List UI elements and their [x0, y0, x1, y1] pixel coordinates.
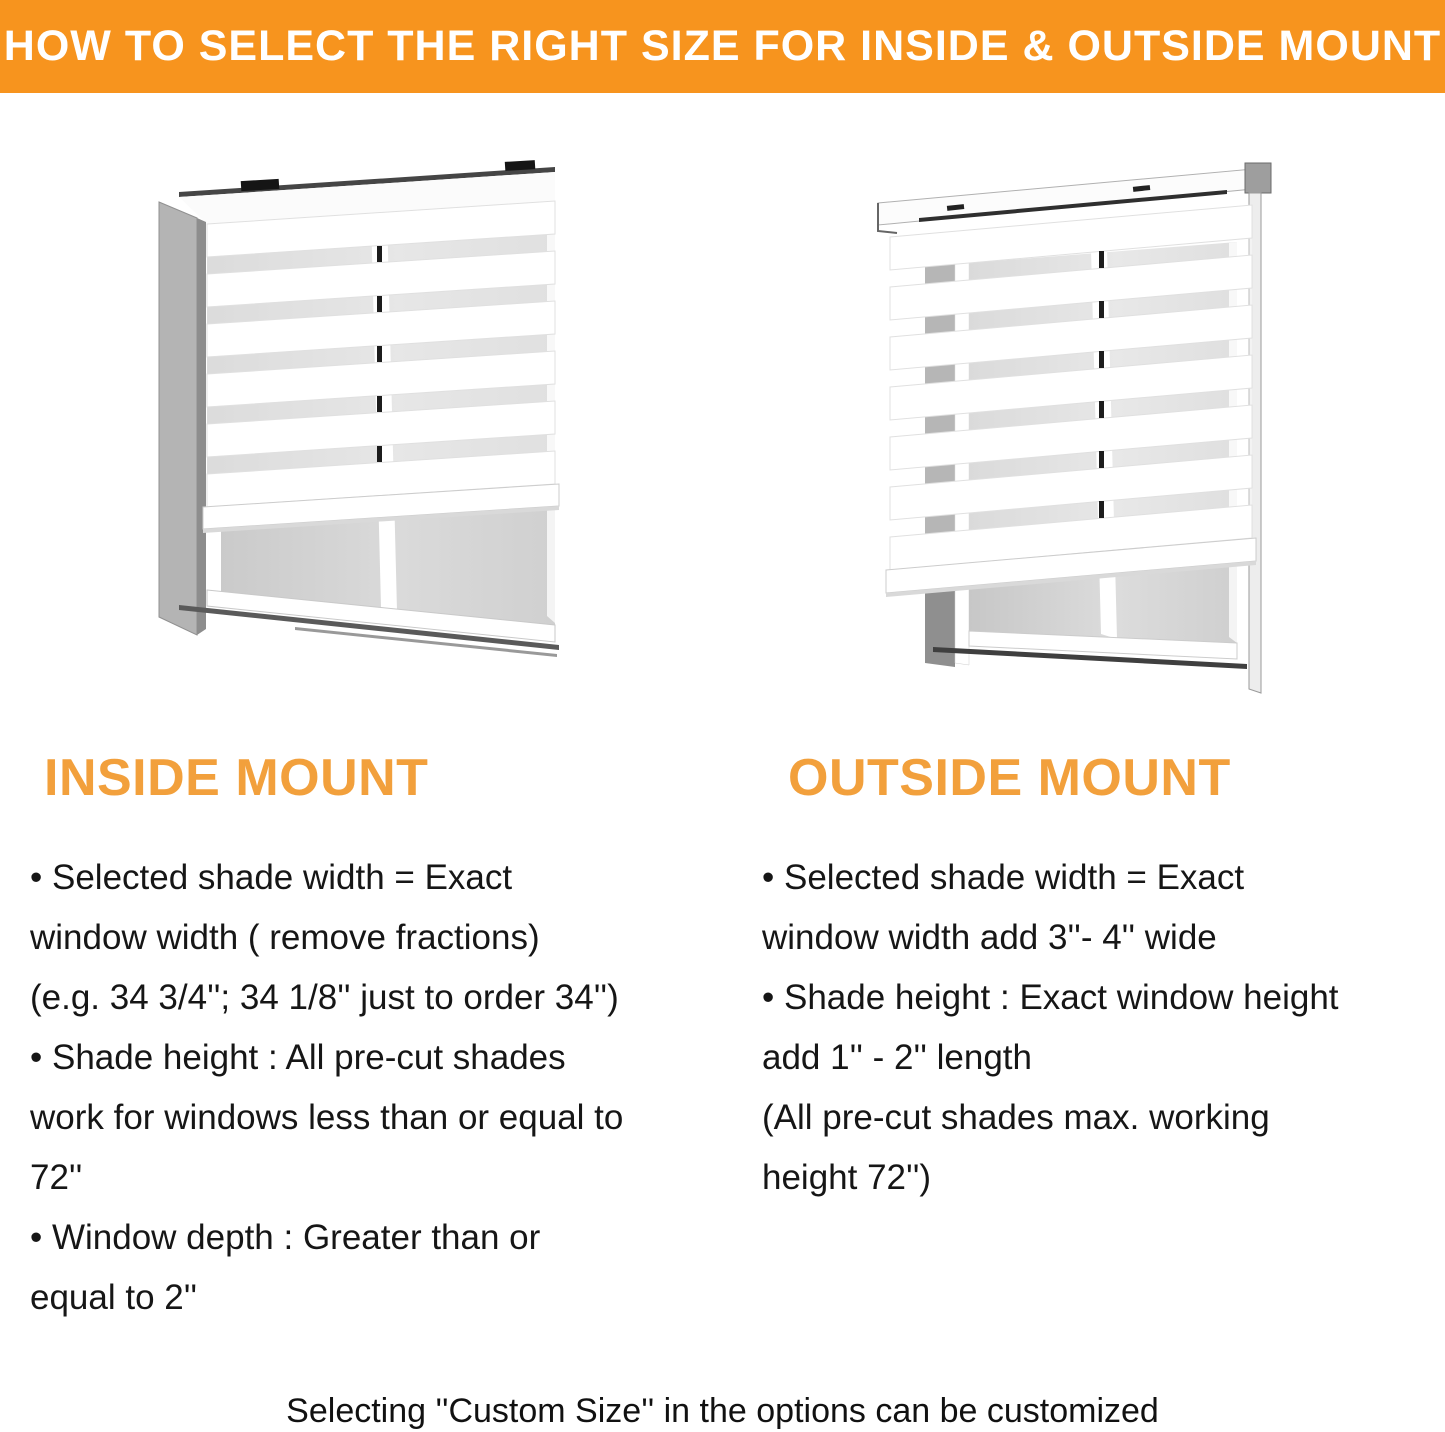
- text-line: height 72''): [762, 1158, 932, 1197]
- text-line: • Window depth : Greater than or: [30, 1218, 541, 1257]
- text-line: work for windows less than or equal to: [30, 1098, 624, 1137]
- zebra-shade: [207, 201, 555, 507]
- outside-mount-instructions: [762, 848, 1445, 1208]
- text-line: window width add 3''- 4'' wide: [762, 918, 1217, 957]
- outside-mount-illustration: [875, 145, 1315, 715]
- text-line: window width ( remove fractions): [30, 918, 540, 957]
- text-line: (All pre-cut shades max. working: [762, 1098, 1270, 1137]
- text-line: • Shade height : All pre-cut shades: [30, 1038, 566, 1077]
- banner-title: HOW TO SELECT THE RIGHT SIZE FOR INSIDE & OUTSIDE MOUNT: [3, 22, 1442, 70]
- banner: [0, 0, 1445, 93]
- text-line: 72'': [30, 1158, 83, 1197]
- text-line: • Selected shade width = Exact: [30, 858, 513, 897]
- text-line: • Shade height : Exact window height: [762, 978, 1339, 1017]
- inside-mount-illustration: [145, 145, 660, 690]
- zebra-shade: [890, 205, 1252, 570]
- inside-mount-instructions: [30, 848, 690, 1328]
- outside-mount-heading: OUTSIDE MOUNT: [788, 749, 1231, 807]
- text-line: (e.g. 34 3/4''; 34 1/8'' just to order 34''): [30, 978, 619, 1017]
- text-line: • Selected shade width = Exact: [762, 858, 1245, 897]
- text-line: equal to 2'': [30, 1278, 198, 1317]
- mounting-bracket: [1245, 163, 1271, 193]
- custom-size-note: Selecting ''Custom Size'' in the options can be customized: [286, 1392, 1159, 1430]
- inside-mount-heading: INSIDE MOUNT: [44, 749, 429, 807]
- text-line: add 1'' - 2'' length: [762, 1038, 1032, 1077]
